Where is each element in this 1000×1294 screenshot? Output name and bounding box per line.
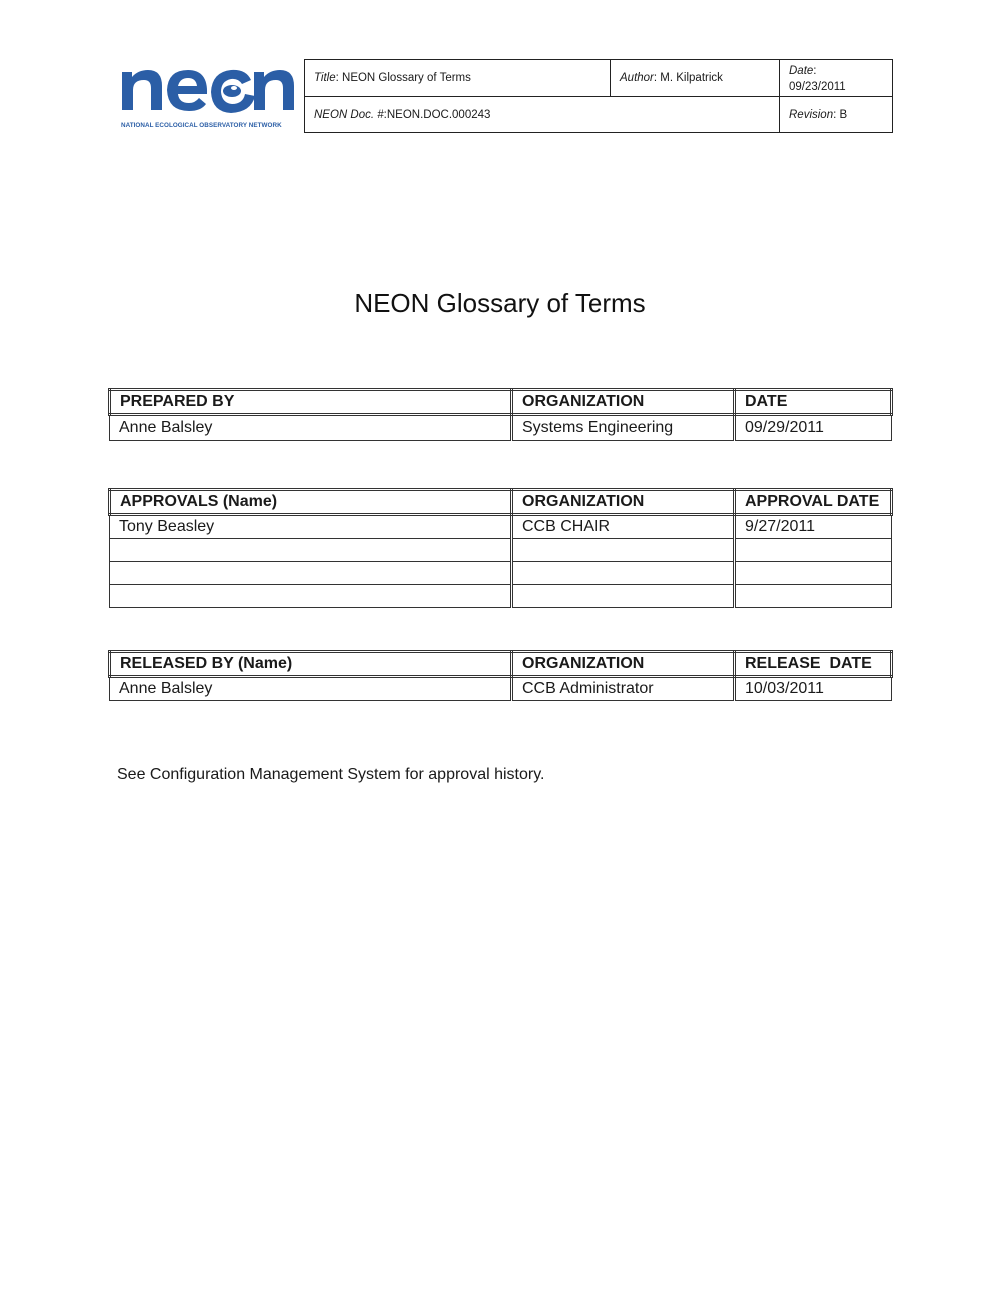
logo-tagline: NATIONAL ECOLOGICAL OBSERVATORY NETWORK	[121, 122, 282, 129]
column-header: APPROVAL DATE	[735, 490, 892, 515]
released-by-table	[108, 650, 893, 701]
table-cell: CCB Administrator	[512, 677, 735, 701]
column-header: ORGANIZATION	[512, 652, 735, 677]
table-cell: Tony Beasley	[110, 515, 512, 539]
table-cell	[110, 562, 512, 585]
column-header: DATE	[735, 390, 892, 415]
header-author-cell	[611, 60, 780, 97]
title-label: Title	[314, 72, 336, 84]
table-cell	[512, 539, 735, 562]
table-cell: Anne Balsley	[110, 415, 512, 441]
approvals-table	[108, 488, 893, 608]
author-label: Author	[620, 72, 654, 84]
table-row	[110, 515, 892, 539]
document-header-table	[304, 59, 893, 133]
table-cell	[512, 562, 735, 585]
table-header-row	[110, 390, 892, 415]
table-cell	[110, 539, 512, 562]
table-row	[110, 415, 892, 441]
date-value: 09/23/2011	[789, 81, 846, 93]
document-title: NEON Glossary of Terms	[354, 288, 646, 318]
table-cell	[735, 539, 892, 562]
header-revision-cell	[780, 97, 893, 133]
table-cell: Anne Balsley	[110, 677, 512, 701]
column-header: RELEASE DATE	[735, 652, 892, 677]
revision-label: Revision	[789, 108, 834, 121]
revision-value: : B	[833, 108, 848, 121]
table-cell	[735, 562, 892, 585]
table-cell: 09/29/2011	[735, 415, 892, 441]
column-header: APPROVALS (Name)	[110, 490, 512, 515]
date-label: Date	[789, 65, 814, 77]
table-cell: 10/03/2011	[735, 677, 892, 701]
table-cell: 9/27/2011	[735, 515, 892, 539]
column-header: ORGANIZATION	[512, 390, 735, 415]
header-date-cell: Date: 09/23/2011	[780, 60, 893, 97]
column-header: RELEASED BY (Name)	[110, 652, 512, 677]
author-value: : M. Kilpatrick	[653, 72, 723, 84]
table-cell: Systems Engineering	[512, 415, 735, 441]
column-header: PREPARED BY	[110, 390, 512, 415]
table-cell: CCB CHAIR	[512, 515, 735, 539]
neon-logo	[118, 58, 296, 136]
table-row	[110, 562, 892, 585]
table-header-row	[110, 490, 892, 515]
doc-number-value: :NEON.DOC.000243	[383, 108, 491, 121]
title-value: : NEON Glossary of Terms	[335, 72, 471, 84]
table-row	[110, 539, 892, 562]
neon-wordmark-icon	[118, 58, 296, 118]
header-title-cell	[305, 60, 611, 97]
column-header: ORGANIZATION	[512, 490, 735, 515]
table-row	[110, 677, 892, 701]
table-row	[110, 585, 892, 608]
header-doc-number-cell	[305, 97, 780, 133]
prepared-by-table	[108, 388, 893, 441]
approval-history-note: See Configuration Management System for approval history.	[117, 766, 545, 783]
table-header-row	[110, 652, 892, 677]
table-cell	[512, 585, 735, 608]
doc-number-label: NEON Doc. #	[314, 108, 384, 121]
table-cell	[110, 585, 512, 608]
table-cell	[735, 585, 892, 608]
